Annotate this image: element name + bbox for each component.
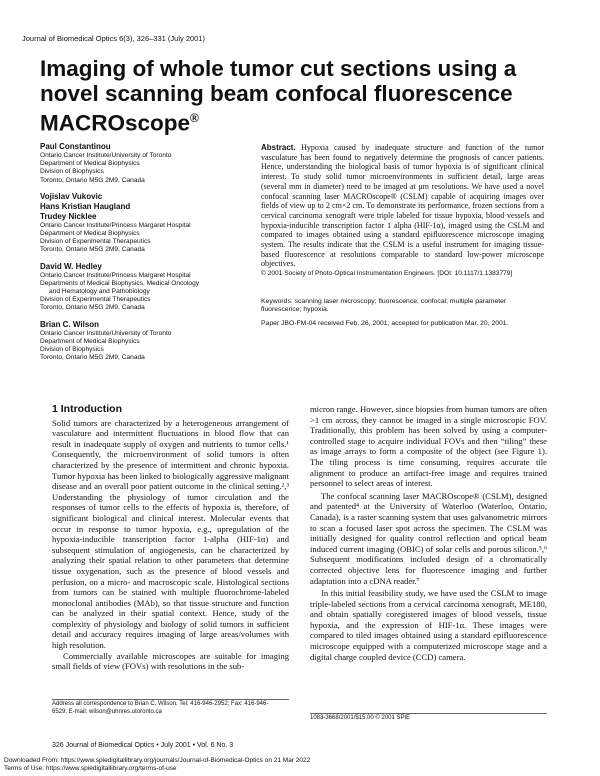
author-affiliation: Ontario Cancer Institute/University of Toronto (40, 329, 172, 337)
footnote: Address all correspondence to Brian C. Wilson. Tel: 416-946-2952; Fax: 416-946-6529; E-mail: wilson@uhnres.utoronto.ca (52, 701, 269, 715)
abstract-text: Hypoxia caused by inadequate structure and function of the tumor vasculature has been found to negatively determine the prognosis of cancer patients. Hence, understanding the biological basis of tumor hypoxia is of significant clinical interest. To study solid tumor microenvironments in sufficient detail, large areas (several mm in diameter) need to be imaged at μm resolutions. We have used a novel confocal scanning laser MACROscope® (CSLM) capable of acquiring images over fields of view up to 2 cm×2 cm. To demonstrate its performance, frozen sections from a cervical carcinoma xenograft were triple labeled for tissue hypoxia, blood vessels and hypoxia-inducible transcription factor 1 alpha (HIF-1α), imaged using the CSLM and compared to images obtained using a standard epifluorescence microscope imaging system. The results indicate that the CSLM is a useful instrument for imaging tissue-based fluorescence at resolutions comparable to standard low-power microscope objectives. (261, 143, 545, 269)
paragraph: The confocal scanning laser MACROscope® (CSLM), designed and patented⁴ at the University of Waterloo (Waterloo, Ontario, Canada), is a raster scanning system that uses galvanometric mirrors to scan a focused laser spot across the specimen. The CSLM was initially designed for quality control reflection and optical beam induced current imaging (OBIC) of solar cells and porous silicon.⁵,⁶ Subsequent modifications included design of a chromatically corrected objective lens for fluorescence imaging and further adaptation into a cDNA reader.⁷ (310, 490, 547, 586)
author-name: Brian C. Wilson (40, 319, 100, 329)
title-registered-mark: ® (190, 111, 199, 125)
author-block (40, 142, 250, 185)
author-block (40, 192, 250, 255)
author-affiliation: Division of Biophysics (40, 346, 104, 354)
page-footer: 326 Journal of Biomedical Optics • July 2001 • Vol. 6 No. 3 (52, 742, 234, 749)
terms-line: Terms of Use: https://www.spiedigitallibrary.org/terms-of-use (4, 764, 177, 772)
author-affiliation: Toronto, Ontario M5G 2M9, Canada (40, 354, 145, 362)
section-heading: 1 Introduction (52, 403, 122, 415)
abstract (261, 143, 544, 278)
author-name: Trudey Nicklee (40, 211, 97, 221)
author-affiliation: Ontario Cancer Institute/Princess Margaret Hospital (40, 221, 191, 229)
title-text: Imaging of whole tumor cut sections using a novel scanning beam confocal fluorescence MACROscope (40, 56, 517, 136)
author-affiliation: Departments of Medical Biophysics, Medical Oncology (40, 279, 200, 287)
page-title (40, 56, 560, 136)
paragraph: Commercially available microscopes are suitable for imaging small fields of view (FOVs) with resolutions in the sub- (52, 650, 289, 672)
author-block (40, 320, 250, 363)
author-affiliation: Toronto, Ontario M5G 2M9, Canada (40, 176, 145, 184)
download-notice (4, 757, 310, 772)
author-affiliation: Division of Experimental Therapeutics (40, 238, 151, 246)
paper-info: Paper JBO-FM-04 received Feb. 26, 2001; accepted for publication Mar. 20, 2001. (261, 320, 509, 327)
left-column (52, 404, 289, 672)
author-affiliation: Ontario Cancer Institute/Princess Margaret Hospital (40, 271, 191, 279)
author-name: Paul Constantinou (40, 142, 111, 151)
issn-line: 1083-3668/2001/$15.00 © 2001 SPIE (310, 715, 411, 721)
copyright-line: © 2001 Society of Photo-Optical Instrumentation Engineers. [DOI: 10.1117/1.1383779] (261, 270, 513, 278)
paragraph: In this initial feasibility study, we have used the CSLM to image triple-labeled sections from a cervical carcinoma xenograft, ME180, and obtain spatially coregistered images of blood vessels, tissue hypoxia, and the expression of HIF-1α. These images were compared to tiled images obtained using a standard epifluorescence microscope equipped with a computerized microscope stage and a digital charge coupled device (CCD) camera. (310, 588, 547, 662)
author-affiliation: Department of Medical Biophysics (40, 230, 140, 238)
author-affiliation: Toronto, Ontario M5G 2M9, Canada (40, 304, 145, 312)
download-line: Downloaded From: https://www.spiedigitallibrary.org/journals/Journal-of-Biomedical-Optics on 21 Mar 2022 (4, 757, 311, 764)
author-name: Hans Kristian Haugland (40, 201, 131, 211)
abstract-label: Abstract. (261, 143, 296, 152)
author-affiliation: Division of Biophysics (40, 168, 104, 176)
footnote-divider (52, 699, 289, 700)
issn-divider (310, 713, 547, 714)
author-affiliation: and Hematology and Pathobiology (49, 288, 150, 296)
author-affiliation: Division of Experimental Therapeutics (40, 296, 151, 304)
keywords: Keywords: scanning laser microscopy; fluorescence; confocal; multiple parameter fluorescence; hypoxia. (261, 298, 507, 314)
author-block (40, 262, 250, 313)
author-name: Vojislav Vukovic (40, 191, 103, 201)
paragraph: micron range. However, since biopsies from human tumors are often >1 cm across, they cannot be imaged in a single microscopic FOV. Traditionally, this problem has been solved by using a computer-controlled stage to acquire individual FOVs and then “tiling” these as image arrays to form a composite of the object (see Figure 1). The tiling process is time consuming, requires accurate tile alignment to produce an artifact-free image and requires trained personnel to select areas of interest. (310, 404, 547, 489)
journal-header: Journal of Biomedical Optics 6(3), 326–331 (July 2001) (22, 34, 206, 43)
author-affiliation: Department of Medical Biophysics (40, 337, 140, 345)
author-list (40, 142, 250, 369)
paragraph: Solid tumors are characterized by a heterogeneous arrangement of vasculature and intermittent fluctuations in blood flow that can result in inadequate supply of oxygen and nutrients to tumor cells.¹ Consequently, the microenvironment of solid tumors is often characterized by the presence of intermittent and chronic hypoxia. Tumor hypoxia has been linked to biologically aggressive malignant disease and an overall poor patient outcome in the clinical setting.²,³ Understanding the physiology of tumor circulation and the responses of tumor cells to the effects of hypoxia is, therefore, of significant biological and clinical interest. Molecular events that occur in response to tumor hypoxia, e.g., upregulation of the hypoxia-inducible transcription factor 1-alpha (HIF-1α) and subsequent stimulation of angiogenesis, can be characterized by analyzing their spatial relation to other parameters that determine tissue oxygenation, such as the presence of blood vessels and perfusion, on a micro- and macroscopic scale. Histological sections from tumors can be stained with multiple fluorochrome-labeled monoclonal antibodies (MAb), so that tissue structure and function can be analyzed in their spatial context. Hence, study of the complexity of physiology and biology of solid tumors in sufficient detail and accuracy requires imaging of large areas/volumes with high resolution. (52, 417, 289, 651)
author-name: David W. Hedley (40, 261, 102, 271)
author-affiliation: Toronto, Ontario M5G 2M9, Canada (40, 246, 145, 254)
author-affiliation: Ontario Cancer Institute/University of Toronto (40, 152, 172, 159)
right-column (310, 404, 547, 662)
author-affiliation: Department of Medical Biophysics (40, 160, 140, 168)
